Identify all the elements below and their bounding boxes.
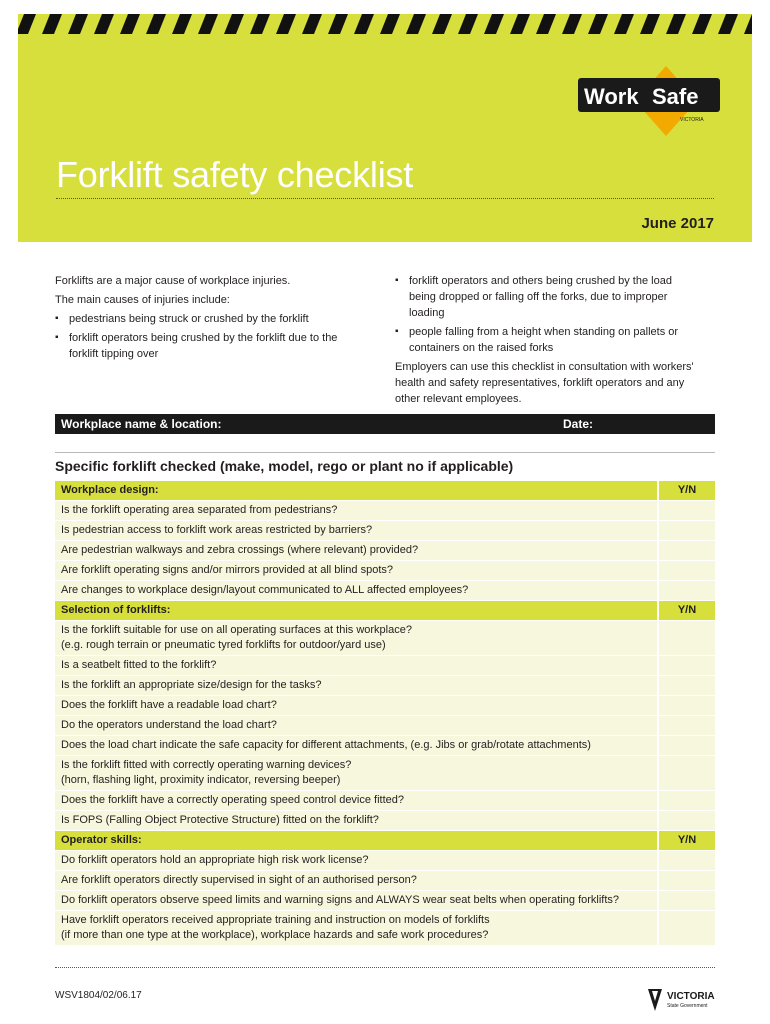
yn-column-header: Y/N <box>658 831 715 851</box>
footer-divider <box>55 967 715 968</box>
checklist-row <box>55 736 715 756</box>
section-divider <box>55 452 715 453</box>
yn-answer-cell[interactable] <box>658 736 715 756</box>
checklist-question: Is a seatbelt fitted to the forklift? <box>55 656 658 676</box>
list-item: ▪ forklift operators and others being crushed by the load being dropped or falling off the forks, due to improper loading <box>395 273 700 321</box>
intro-paragraph: The main causes of injuries include: <box>55 294 230 306</box>
yn-answer-cell[interactable] <box>658 656 715 676</box>
checklist-row <box>55 656 715 676</box>
checklist-question: Does the forklift have a readable load chart? <box>55 696 658 716</box>
svg-text:State Government: State Government <box>667 1003 708 1009</box>
checklist-row <box>55 791 715 811</box>
checklist-row <box>55 891 715 911</box>
checklist-question: Do forklift operators hold an appropriate high risk work license? <box>55 851 658 871</box>
list-item: ▪ pedestrians being struck or crushed by the forklift <box>55 311 355 327</box>
checklist-question: Is the forklift operating area separated from pedestrians? <box>55 501 658 521</box>
workplace-name-field[interactable]: Workplace name & location: <box>61 417 222 431</box>
checklist-row <box>55 521 715 541</box>
checklist-row <box>55 696 715 716</box>
checklist-question: Does the load chart indicate the safe capacity for different attachments, (e.g. Jibs or grab/rotate attachments) <box>55 736 658 756</box>
yn-answer-cell[interactable] <box>658 521 715 541</box>
checklist-row <box>55 676 715 696</box>
yn-answer-cell[interactable] <box>658 581 715 601</box>
yn-answer-cell[interactable] <box>658 791 715 811</box>
page-title: Forklift safety checklist <box>56 154 414 195</box>
checklist-row <box>55 756 715 791</box>
intro-paragraph: Forklifts are a major cause of workplace injuries. <box>55 275 291 287</box>
checklist-row <box>55 581 715 601</box>
yn-answer-cell[interactable] <box>658 541 715 561</box>
yn-answer-cell[interactable] <box>658 716 715 736</box>
section-header-row <box>55 601 715 621</box>
worksafe-logo <box>572 66 732 136</box>
checklist-question: Is pedestrian access to forklift work areas restricted by barriers? <box>55 521 658 541</box>
checklist-row <box>55 561 715 581</box>
checklist-question: Are forklift operating signs and/or mirrors provided at all blind spots? <box>55 561 658 581</box>
intro-paragraph: Employers can use this checklist in consultation with workers' health and safety representatives, forklift operators and any other relevant employees. <box>395 361 694 405</box>
yn-answer-cell[interactable] <box>658 756 715 791</box>
checklist-question: Is the forklift suitable for use on all operating surfaces at this workplace? (e.g. rough terrain or pneumatic tyred forklifts for outdoor/yard use) <box>55 621 658 656</box>
workplace-info-bar <box>55 414 715 434</box>
yn-answer-cell[interactable] <box>658 911 715 946</box>
yn-answer-cell[interactable] <box>658 676 715 696</box>
checklist-question: Is FOPS (Falling Object Protective Structure) fitted on the forklift? <box>55 811 658 831</box>
checklist-question: Is the forklift fitted with correctly operating warning devices? (horn, flashing light, proximity indicator, reversing beeper) <box>55 756 658 791</box>
injury-causes-list <box>55 311 355 362</box>
document-date: June 2017 <box>641 215 714 232</box>
yn-answer-cell[interactable] <box>658 501 715 521</box>
list-item: ▪ people falling from a height when standing on pallets or containers on the raised forks <box>395 324 700 356</box>
hazard-stripe <box>18 14 752 34</box>
victoria-government-logo <box>648 985 716 1015</box>
document-code: WSV1804/02/06.17 <box>55 990 142 1001</box>
section-header-row <box>55 831 715 851</box>
svg-text:Work: Work <box>584 84 639 109</box>
injury-causes-list-continued <box>395 273 700 356</box>
yn-answer-cell[interactable] <box>658 891 715 911</box>
yn-answer-cell[interactable] <box>658 696 715 716</box>
checklist-table <box>55 481 715 946</box>
yn-column-header: Y/N <box>658 601 715 621</box>
yn-answer-cell[interactable] <box>658 561 715 581</box>
list-item: ▪ forklift operators being crushed by the forklift due to the forklift tipping over <box>55 330 355 362</box>
date-field[interactable]: Date: <box>563 417 594 431</box>
intro-left-column <box>55 273 355 365</box>
yn-answer-cell[interactable] <box>658 811 715 831</box>
section-title: Operator skills: <box>55 831 658 851</box>
checklist-row <box>55 811 715 831</box>
checklist-row <box>55 851 715 871</box>
header-banner <box>18 14 752 242</box>
checklist-row <box>55 716 715 736</box>
section-title: Selection of forklifts: <box>55 601 658 621</box>
checklist-question: Is the forklift an appropriate size/design for the tasks? <box>55 676 658 696</box>
checklist-row <box>55 871 715 891</box>
title-divider <box>56 198 714 199</box>
section-title: Workplace design: <box>55 481 658 501</box>
yn-answer-cell[interactable] <box>658 621 715 656</box>
svg-text:VICTORIA: VICTORIA <box>680 117 704 123</box>
checklist-question: Does the forklift have a correctly operating speed control device fitted? <box>55 791 658 811</box>
checklist-question: Are forklift operators directly supervised in sight of an authorised person? <box>55 871 658 891</box>
checklist-row <box>55 621 715 656</box>
checklist-question: Are pedestrian walkways and zebra crossings (where relevant) provided? <box>55 541 658 561</box>
checklist-question: Have forklift operators received appropriate training and instruction on models of forklifts (if more than one type at the workplace), workplace hazards and safe work procedures? <box>55 911 658 946</box>
checklist-row <box>55 541 715 561</box>
svg-text:Safe: Safe <box>652 84 699 109</box>
yn-column-header: Y/N <box>658 481 715 501</box>
yn-answer-cell[interactable] <box>658 851 715 871</box>
svg-text:VICTORIA: VICTORIA <box>667 991 715 1002</box>
checklist-row <box>55 501 715 521</box>
specific-forklift-field[interactable]: Specific forklift checked (make, model, rego or plant no if applicable) <box>55 458 514 474</box>
yn-answer-cell[interactable] <box>658 871 715 891</box>
section-header-row <box>55 481 715 501</box>
checklist-question: Do forklift operators observe speed limits and warning signs and ALWAYS wear seat belts when operating forklifts? <box>55 891 658 911</box>
checklist-question: Are changes to workplace design/layout communicated to ALL affected employees? <box>55 581 658 601</box>
checklist-row <box>55 911 715 946</box>
intro-right-column <box>395 273 700 410</box>
checklist-question: Do the operators understand the load chart? <box>55 716 658 736</box>
